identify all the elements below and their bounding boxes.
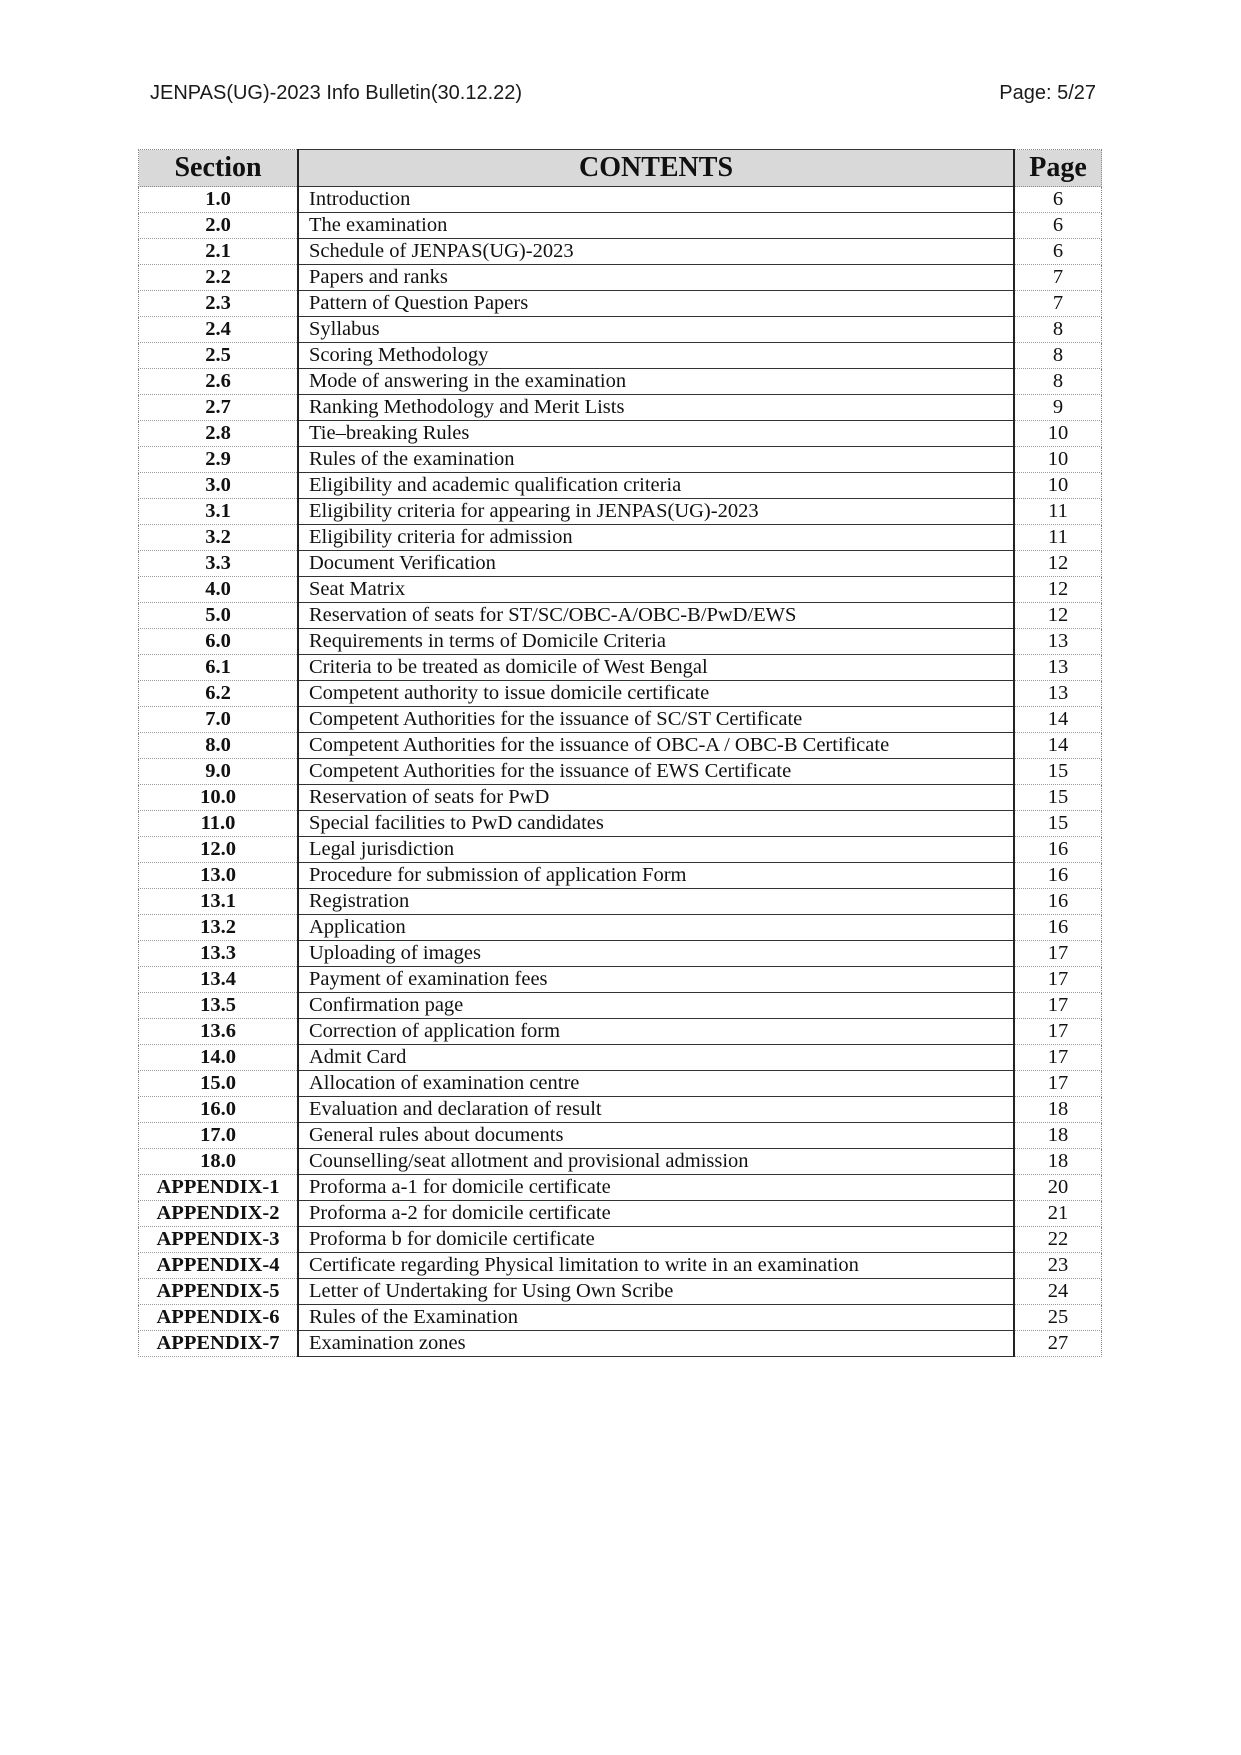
section-number: 2.3 — [139, 291, 299, 317]
section-number: 3.0 — [139, 473, 299, 499]
section-number: 2.9 — [139, 447, 299, 473]
section-number: 13.0 — [139, 863, 299, 889]
section-title: Schedule of JENPAS(UG)-2023 — [298, 239, 1014, 265]
section-number: 6.0 — [139, 629, 299, 655]
section-title: Pattern of Question Papers — [298, 291, 1014, 317]
section-title: Evaluation and declaration of result — [298, 1097, 1014, 1123]
section-page: 12 — [1014, 577, 1102, 603]
section-number: APPENDIX-4 — [139, 1253, 299, 1279]
section-title: Ranking Methodology and Merit Lists — [298, 395, 1014, 421]
section-number: 7.0 — [139, 707, 299, 733]
bulletin-title: JENPAS(UG)-2023 Info Bulletin(30.12.22) — [150, 82, 523, 104]
section-title: Rules of the examination — [298, 447, 1014, 473]
section-number: 2.7 — [139, 395, 299, 421]
table-row — [139, 1045, 1102, 1071]
section-page: 15 — [1014, 785, 1102, 811]
section-page: 16 — [1014, 915, 1102, 941]
section-page: 21 — [1014, 1201, 1102, 1227]
section-number: 14.0 — [139, 1045, 299, 1071]
section-title: Eligibility criteria for appearing in JENPAS(UG)-2023 — [298, 499, 1014, 525]
section-page: 10 — [1014, 421, 1102, 447]
section-number: 3.2 — [139, 525, 299, 551]
section-page: 13 — [1014, 629, 1102, 655]
section-title: Examination zones — [298, 1331, 1014, 1357]
table-row — [139, 473, 1102, 499]
table-row — [139, 1331, 1102, 1357]
table-row — [139, 499, 1102, 525]
section-page: 8 — [1014, 343, 1102, 369]
section-title: Criteria to be treated as domicile of West Bengal — [298, 655, 1014, 681]
section-number: 3.1 — [139, 499, 299, 525]
section-column-header: Section — [139, 150, 299, 187]
table-row — [139, 343, 1102, 369]
section-page: 23 — [1014, 1253, 1102, 1279]
section-page: 13 — [1014, 655, 1102, 681]
table-row — [139, 1279, 1102, 1305]
contents-table — [138, 149, 1102, 1357]
section-title: Seat Matrix — [298, 577, 1014, 603]
section-page: 13 — [1014, 681, 1102, 707]
contents-rows — [139, 187, 1102, 1357]
section-number: 2.0 — [139, 213, 299, 239]
section-number: 2.8 — [139, 421, 299, 447]
section-page: 16 — [1014, 889, 1102, 915]
section-page: 18 — [1014, 1097, 1102, 1123]
table-row — [139, 1201, 1102, 1227]
section-number: 9.0 — [139, 759, 299, 785]
table-row — [139, 1071, 1102, 1097]
section-title: Requirements in terms of Domicile Criteria — [298, 629, 1014, 655]
section-number: 8.0 — [139, 733, 299, 759]
section-page: 17 — [1014, 1045, 1102, 1071]
section-number: 13.5 — [139, 993, 299, 1019]
section-number: 2.5 — [139, 343, 299, 369]
section-title: Application — [298, 915, 1014, 941]
section-title: Document Verification — [298, 551, 1014, 577]
table-row — [139, 1175, 1102, 1201]
section-title: Scoring Methodology — [298, 343, 1014, 369]
section-page: 22 — [1014, 1227, 1102, 1253]
table-row — [139, 707, 1102, 733]
section-number: 2.6 — [139, 369, 299, 395]
section-title: Competent authority to issue domicile certificate — [298, 681, 1014, 707]
section-title: Admit Card — [298, 1045, 1014, 1071]
section-page: 10 — [1014, 473, 1102, 499]
table-row — [139, 993, 1102, 1019]
table-row — [139, 213, 1102, 239]
section-title: Letter of Undertaking for Using Own Scribe — [298, 1279, 1014, 1305]
section-title: Proforma a-2 for domicile certificate — [298, 1201, 1014, 1227]
section-number: 15.0 — [139, 1071, 299, 1097]
table-row — [139, 889, 1102, 915]
section-title: Competent Authorities for the issuance of OBC-A / OBC-B Certificate — [298, 733, 1014, 759]
contents-column-header: CONTENTS — [298, 150, 1014, 187]
table-row — [139, 941, 1102, 967]
section-title: Special facilities to PwD candidates — [298, 811, 1014, 837]
section-title: Certificate regarding Physical limitation to write in an examination — [298, 1253, 1014, 1279]
section-title: The examination — [298, 213, 1014, 239]
section-page: 11 — [1014, 525, 1102, 551]
table-row — [139, 837, 1102, 863]
section-number: 12.0 — [139, 837, 299, 863]
section-page: 20 — [1014, 1175, 1102, 1201]
table-row — [139, 1019, 1102, 1045]
section-title: Introduction — [298, 187, 1014, 213]
section-title: Rules of the Examination — [298, 1305, 1014, 1331]
section-page: 14 — [1014, 707, 1102, 733]
table-row — [139, 629, 1102, 655]
page-column-header: Page — [1014, 150, 1102, 187]
section-title: Competent Authorities for the issuance of SC/ST Certificate — [298, 707, 1014, 733]
table-row — [139, 447, 1102, 473]
table-row — [139, 1149, 1102, 1175]
table-row — [139, 187, 1102, 213]
section-number: APPENDIX-7 — [139, 1331, 299, 1357]
table-row — [139, 525, 1102, 551]
section-number: 3.3 — [139, 551, 299, 577]
section-number: APPENDIX-3 — [139, 1227, 299, 1253]
table-row — [139, 421, 1102, 447]
section-page: 8 — [1014, 317, 1102, 343]
section-title: Payment of examination fees — [298, 967, 1014, 993]
section-number: 2.4 — [139, 317, 299, 343]
section-page: 17 — [1014, 993, 1102, 1019]
section-page: 6 — [1014, 187, 1102, 213]
table-row — [139, 785, 1102, 811]
section-page: 7 — [1014, 265, 1102, 291]
section-page: 14 — [1014, 733, 1102, 759]
section-number: 13.1 — [139, 889, 299, 915]
section-page: 18 — [1014, 1149, 1102, 1175]
section-title: Mode of answering in the examination — [298, 369, 1014, 395]
section-page: 15 — [1014, 759, 1102, 785]
section-number: APPENDIX-1 — [139, 1175, 299, 1201]
section-page: 25 — [1014, 1305, 1102, 1331]
section-page: 11 — [1014, 499, 1102, 525]
section-title: Counselling/seat allotment and provisional admission — [298, 1149, 1014, 1175]
section-title: Reservation of seats for PwD — [298, 785, 1014, 811]
section-number: APPENDIX-5 — [139, 1279, 299, 1305]
section-number: 6.1 — [139, 655, 299, 681]
table-row — [139, 265, 1102, 291]
section-page: 12 — [1014, 551, 1102, 577]
section-title: General rules about documents — [298, 1123, 1014, 1149]
section-title: Confirmation page — [298, 993, 1014, 1019]
section-title: Competent Authorities for the issuance of EWS Certificate — [298, 759, 1014, 785]
table-row — [139, 759, 1102, 785]
contents-header-row — [139, 150, 1102, 187]
section-title: Reservation of seats for ST/SC/OBC-A/OBC-B/PwD/EWS — [298, 603, 1014, 629]
table-row — [139, 863, 1102, 889]
section-page: 17 — [1014, 941, 1102, 967]
table-row — [139, 1097, 1102, 1123]
section-title: Proforma b for domicile certificate — [298, 1227, 1014, 1253]
section-number: 16.0 — [139, 1097, 299, 1123]
section-number: APPENDIX-2 — [139, 1201, 299, 1227]
section-number: 18.0 — [139, 1149, 299, 1175]
section-number: 13.3 — [139, 941, 299, 967]
table-row — [139, 1305, 1102, 1331]
section-title: Eligibility and academic qualification criteria — [298, 473, 1014, 499]
table-row — [139, 1253, 1102, 1279]
table-row — [139, 811, 1102, 837]
section-page: 27 — [1014, 1331, 1102, 1357]
section-page: 12 — [1014, 603, 1102, 629]
table-row — [139, 655, 1102, 681]
table-row — [139, 603, 1102, 629]
table-row — [139, 733, 1102, 759]
table-row — [139, 551, 1102, 577]
section-number: 4.0 — [139, 577, 299, 603]
section-title: Syllabus — [298, 317, 1014, 343]
section-page: 17 — [1014, 1019, 1102, 1045]
section-title: Allocation of examination centre — [298, 1071, 1014, 1097]
section-number: APPENDIX-6 — [139, 1305, 299, 1331]
page-number: Page: 5/27 — [999, 82, 1096, 104]
section-number: 17.0 — [139, 1123, 299, 1149]
section-page: 16 — [1014, 863, 1102, 889]
section-number: 6.2 — [139, 681, 299, 707]
section-page: 9 — [1014, 395, 1102, 421]
section-title: Legal jurisdiction — [298, 837, 1014, 863]
section-page: 8 — [1014, 369, 1102, 395]
section-page: 10 — [1014, 447, 1102, 473]
section-title: Proforma a-1 for domicile certificate — [298, 1175, 1014, 1201]
table-row — [139, 1227, 1102, 1253]
section-page: 7 — [1014, 291, 1102, 317]
section-title: Papers and ranks — [298, 265, 1014, 291]
table-row — [139, 369, 1102, 395]
section-page: 6 — [1014, 239, 1102, 265]
section-number: 13.4 — [139, 967, 299, 993]
table-row — [139, 577, 1102, 603]
section-number: 5.0 — [139, 603, 299, 629]
table-row — [139, 967, 1102, 993]
section-title: Uploading of images — [298, 941, 1014, 967]
table-row — [139, 291, 1102, 317]
section-title: Correction of application form — [298, 1019, 1014, 1045]
section-page: 17 — [1014, 967, 1102, 993]
table-row — [139, 239, 1102, 265]
table-row — [139, 681, 1102, 707]
table-row — [139, 395, 1102, 421]
section-page: 6 — [1014, 213, 1102, 239]
section-page: 24 — [1014, 1279, 1102, 1305]
section-number: 1.0 — [139, 187, 299, 213]
section-page: 18 — [1014, 1123, 1102, 1149]
section-title: Registration — [298, 889, 1014, 915]
section-page: 17 — [1014, 1071, 1102, 1097]
section-page: 16 — [1014, 837, 1102, 863]
section-title: Procedure for submission of application Form — [298, 863, 1014, 889]
section-title: Tie–breaking Rules — [298, 421, 1014, 447]
section-number: 13.6 — [139, 1019, 299, 1045]
section-number: 11.0 — [139, 811, 299, 837]
section-number: 10.0 — [139, 785, 299, 811]
section-title: Eligibility criteria for admission — [298, 525, 1014, 551]
table-row — [139, 317, 1102, 343]
table-row — [139, 1123, 1102, 1149]
section-number: 13.2 — [139, 915, 299, 941]
section-number: 2.2 — [139, 265, 299, 291]
section-number: 2.1 — [139, 239, 299, 265]
table-row — [139, 915, 1102, 941]
section-page: 15 — [1014, 811, 1102, 837]
